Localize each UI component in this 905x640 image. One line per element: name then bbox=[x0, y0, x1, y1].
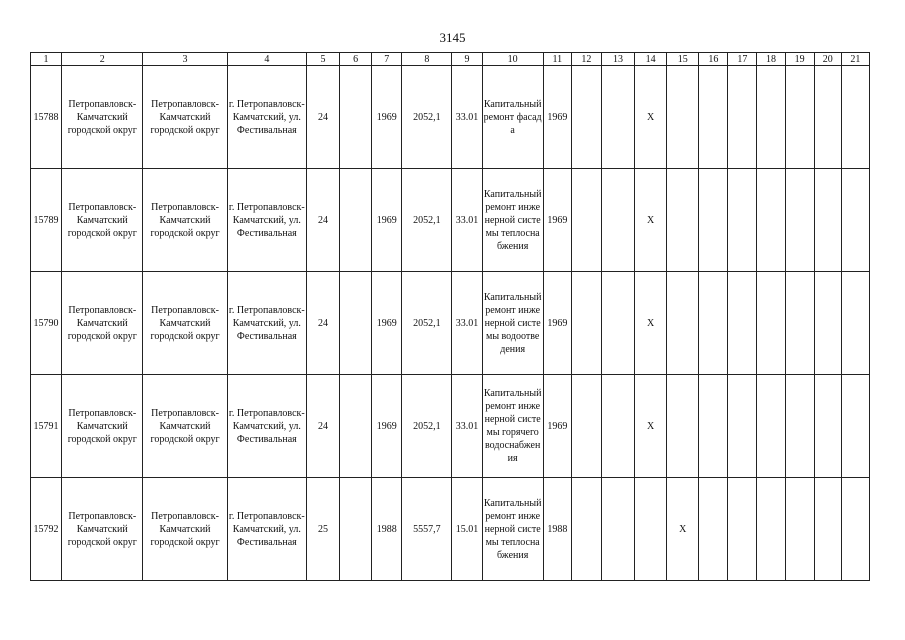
table-row bbox=[31, 375, 870, 478]
table-row bbox=[31, 272, 870, 375]
cell-col18 bbox=[757, 169, 785, 272]
settlement: Петропавловск-Камчатский городской округ bbox=[143, 169, 227, 272]
cell-col15 bbox=[667, 66, 699, 169]
cell-col18 bbox=[757, 272, 785, 375]
cell-col6 bbox=[340, 169, 372, 272]
municipality: Петропавловск-Камчатский городской округ bbox=[62, 169, 143, 272]
area: 2052,1 bbox=[402, 272, 452, 375]
column-header: 20 bbox=[814, 53, 841, 66]
cell-col20 bbox=[814, 478, 841, 581]
column-header: 5 bbox=[306, 53, 339, 66]
column-header: 2 bbox=[62, 53, 143, 66]
record-number: 15790 bbox=[31, 272, 62, 375]
column-header: 17 bbox=[728, 53, 757, 66]
column-header: 16 bbox=[699, 53, 728, 66]
cell-col19 bbox=[785, 66, 814, 169]
cell-col21 bbox=[841, 375, 869, 478]
cell-col19 bbox=[785, 375, 814, 478]
cell-col21 bbox=[841, 169, 869, 272]
record-number: 15788 bbox=[31, 66, 62, 169]
address: г. Петропавловск-Камчатский, ул. Фестивальная bbox=[227, 478, 306, 581]
column-number-row bbox=[31, 53, 870, 66]
column-header: 8 bbox=[402, 53, 452, 66]
cell-col20 bbox=[814, 272, 841, 375]
year-col11: 1988 bbox=[543, 478, 571, 581]
cell-col20 bbox=[814, 66, 841, 169]
cell-col20 bbox=[814, 375, 841, 478]
cell-col13 bbox=[601, 66, 634, 169]
cell-col14: X bbox=[635, 66, 667, 169]
column-header: 11 bbox=[543, 53, 571, 66]
cell-col21 bbox=[841, 478, 869, 581]
table-row bbox=[31, 478, 870, 581]
address: г. Петропавловск-Камчатский, ул. Фестивальная bbox=[227, 66, 306, 169]
cell-col19 bbox=[785, 169, 814, 272]
house-number: 25 bbox=[306, 478, 339, 581]
settlement: Петропавловск-Камчатский городской округ bbox=[143, 375, 227, 478]
cell-col14: X bbox=[635, 375, 667, 478]
cell-col15: X bbox=[667, 478, 699, 581]
cell-col14: X bbox=[635, 272, 667, 375]
municipality: Петропавловск-Камчатский городской округ bbox=[62, 375, 143, 478]
cell-col18 bbox=[757, 375, 785, 478]
cell-col17 bbox=[728, 375, 757, 478]
year-col11: 1969 bbox=[543, 375, 571, 478]
column-header: 9 bbox=[452, 53, 482, 66]
work-type: Капитальный ремонт инженерной системы горячего водоснабжения bbox=[482, 375, 543, 478]
work-type: Капитальный ремонт инженерной системы теплоснабжения bbox=[482, 169, 543, 272]
cell-col6 bbox=[340, 272, 372, 375]
year-built: 1988 bbox=[372, 478, 402, 581]
address: г. Петропавловск-Камчатский, ул. Фестивальная bbox=[227, 272, 306, 375]
house-number: 24 bbox=[306, 272, 339, 375]
cell-col15 bbox=[667, 169, 699, 272]
column-header: 10 bbox=[482, 53, 543, 66]
cell-col6 bbox=[340, 478, 372, 581]
column-header: 21 bbox=[841, 53, 869, 66]
cell-col19 bbox=[785, 272, 814, 375]
column-header: 6 bbox=[340, 53, 372, 66]
cell-col16 bbox=[699, 272, 728, 375]
code: 33.01 bbox=[452, 169, 482, 272]
work-type: Капитальный ремонт инженерной системы теплоснабжения bbox=[482, 478, 543, 581]
column-header: 1 bbox=[31, 53, 62, 66]
settlement: Петропавловск-Камчатский городской округ bbox=[143, 478, 227, 581]
address: г. Петропавловск-Камчатский, ул. Фестивальная bbox=[227, 375, 306, 478]
table-row bbox=[31, 169, 870, 272]
year-built: 1969 bbox=[372, 66, 402, 169]
cell-col16 bbox=[699, 66, 728, 169]
area: 5557,7 bbox=[402, 478, 452, 581]
cell-col13 bbox=[601, 375, 634, 478]
code: 33.01 bbox=[452, 375, 482, 478]
column-header: 13 bbox=[601, 53, 634, 66]
cell-col20 bbox=[814, 169, 841, 272]
municipality: Петропавловск-Камчатский городской округ bbox=[62, 272, 143, 375]
cell-col13 bbox=[601, 478, 634, 581]
cell-col17 bbox=[728, 66, 757, 169]
code: 15.01 bbox=[452, 478, 482, 581]
cell-col13 bbox=[601, 272, 634, 375]
page-number: 3145 bbox=[439, 30, 466, 45]
municipality: Петропавловск-Камчатский городской округ bbox=[62, 66, 143, 169]
settlement: Петропавловск-Камчатский городской округ bbox=[143, 66, 227, 169]
cell-col21 bbox=[841, 272, 869, 375]
column-header: 19 bbox=[785, 53, 814, 66]
cell-col12 bbox=[571, 478, 601, 581]
table-row bbox=[31, 66, 870, 169]
column-header: 18 bbox=[757, 53, 785, 66]
column-header: 12 bbox=[571, 53, 601, 66]
cell-col6 bbox=[340, 375, 372, 478]
record-number: 15792 bbox=[31, 478, 62, 581]
register-table bbox=[30, 52, 870, 581]
cell-col12 bbox=[571, 272, 601, 375]
settlement: Петропавловск-Камчатский городской округ bbox=[143, 272, 227, 375]
year-built: 1969 bbox=[372, 375, 402, 478]
cell-col16 bbox=[699, 478, 728, 581]
cell-col21 bbox=[841, 66, 869, 169]
cell-col17 bbox=[728, 272, 757, 375]
cell-col15 bbox=[667, 272, 699, 375]
code: 33.01 bbox=[452, 66, 482, 169]
address: г. Петропавловск-Камчатский, ул. Фестивальная bbox=[227, 169, 306, 272]
cell-col6 bbox=[340, 66, 372, 169]
cell-col17 bbox=[728, 478, 757, 581]
column-header: 14 bbox=[635, 53, 667, 66]
house-number: 24 bbox=[306, 375, 339, 478]
municipality: Петропавловск-Камчатский городской округ bbox=[62, 478, 143, 581]
house-number: 24 bbox=[306, 66, 339, 169]
column-header: 7 bbox=[372, 53, 402, 66]
year-col11: 1969 bbox=[543, 272, 571, 375]
cell-col12 bbox=[571, 375, 601, 478]
work-type: Капитальный ремонт инженерной системы водоотведения bbox=[482, 272, 543, 375]
code: 33.01 bbox=[452, 272, 482, 375]
cell-col14: X bbox=[635, 169, 667, 272]
house-number: 24 bbox=[306, 169, 339, 272]
record-number: 15789 bbox=[31, 169, 62, 272]
cell-col14 bbox=[635, 478, 667, 581]
area: 2052,1 bbox=[402, 66, 452, 169]
cell-col16 bbox=[699, 169, 728, 272]
work-type: Капитальный ремонт фасада bbox=[482, 66, 543, 169]
cell-col15 bbox=[667, 375, 699, 478]
year-col11: 1969 bbox=[543, 169, 571, 272]
year-col11: 1969 bbox=[543, 66, 571, 169]
column-header: 15 bbox=[667, 53, 699, 66]
cell-col16 bbox=[699, 375, 728, 478]
cell-col13 bbox=[601, 169, 634, 272]
year-built: 1969 bbox=[372, 169, 402, 272]
cell-col12 bbox=[571, 66, 601, 169]
column-header: 4 bbox=[227, 53, 306, 66]
year-built: 1969 bbox=[372, 272, 402, 375]
cell-col19 bbox=[785, 478, 814, 581]
area: 2052,1 bbox=[402, 169, 452, 272]
cell-col17 bbox=[728, 169, 757, 272]
column-header: 3 bbox=[143, 53, 227, 66]
cell-col12 bbox=[571, 169, 601, 272]
cell-col18 bbox=[757, 66, 785, 169]
cell-col18 bbox=[757, 478, 785, 581]
area: 2052,1 bbox=[402, 375, 452, 478]
record-number: 15791 bbox=[31, 375, 62, 478]
